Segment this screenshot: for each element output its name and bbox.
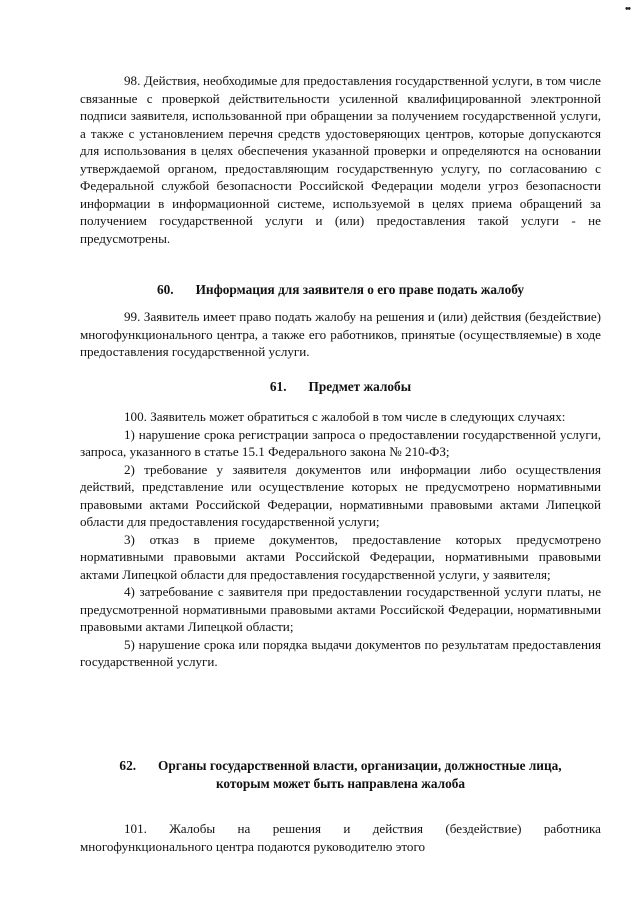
paragraph-101: 101. Жалобы на решения и действия (бездействие) работника многофункционального центра подаются руководителю этого <box>80 821 601 854</box>
section-61-heading <box>80 378 601 396</box>
section-62-title-line2: которым может быть направлена жалоба <box>215 775 466 791</box>
complaint-cases-block <box>80 408 601 671</box>
paragraph-100: 100. Заявитель может обратиться с жалобой в том числе в следующих случаях: <box>124 409 566 424</box>
case-item: 1) нарушение срока регистрации запроса о предоставлении государственной услуги, запроса, указанного в статье 15.1 Федерального закона № 210-ФЗ; <box>80 426 601 459</box>
case-item: 2) требование у заявителя документов или информации либо осуществления действий, представление или осуществление которых не предусмотрено нормативными правовыми актами Российской Федерации, нормативными правовыми актами Липецкой области для предоставления государственной услуги; <box>80 461 601 529</box>
paragraph-98: 98. Действия, необходимые для предоставления государственной услуги, в том числе связанные с проверкой действительности усиленной квалифицированной электронной подписи заявителя, использованной при обращении за получением государственной услуги, а также с установлением перечня средств удостоверяющих центров, которые допускаются для использования в целях обеспечения указанной проверки и определяются на основании утверждаемой органом, предоставляющим государственную услугу, по согласованию с Федеральной службой безопасности Российской Федерации модели угроз безопасности информации в информационной системе, используемой в целях приема обращений за получением государственной услуги и (или) предоставления такой услуги - не предусмотрены. <box>80 73 601 246</box>
section-60-heading <box>80 281 601 299</box>
section-61-number: 61. <box>269 379 287 394</box>
paragraph-99: 99. Заявитель имеет право подать жалобу на решения и (или) действия (бездействие) многофункционального центра, а также его работников, принятые (осуществляемые) в ходе предоставления государственной услуги. <box>80 309 601 359</box>
case-item: 3) отказ в приеме документов, предоставление которых предусмотрено нормативными правовыми актами Российской Федерации, нормативными правовыми актами Липецкой области для предоставления государственной услуги, у заявителя; <box>80 531 601 582</box>
case-item: 4) затребование с заявителя при предоставлении государственной услуги платы, не предусмотренной нормативными правовыми актами Российской Федерации, нормативными правовыми актами Липецкой области; <box>80 584 601 634</box>
section-62-number: 62. <box>119 758 137 773</box>
corner-mark: •• <box>624 4 630 15</box>
section-60-title: Информация для заявителя о его праве подать жалобу <box>195 282 525 297</box>
section-62-title-line1: Органы государственной власти, организации, должностные лица, <box>158 758 562 773</box>
case-item: 5) нарушение срока или порядка выдачи документов по результатам предоставления государственной услуги. <box>80 636 601 669</box>
section-60-number: 60. <box>156 282 174 297</box>
section-61-title: Предмет жалобы <box>308 379 412 394</box>
section-62-heading <box>80 757 601 792</box>
